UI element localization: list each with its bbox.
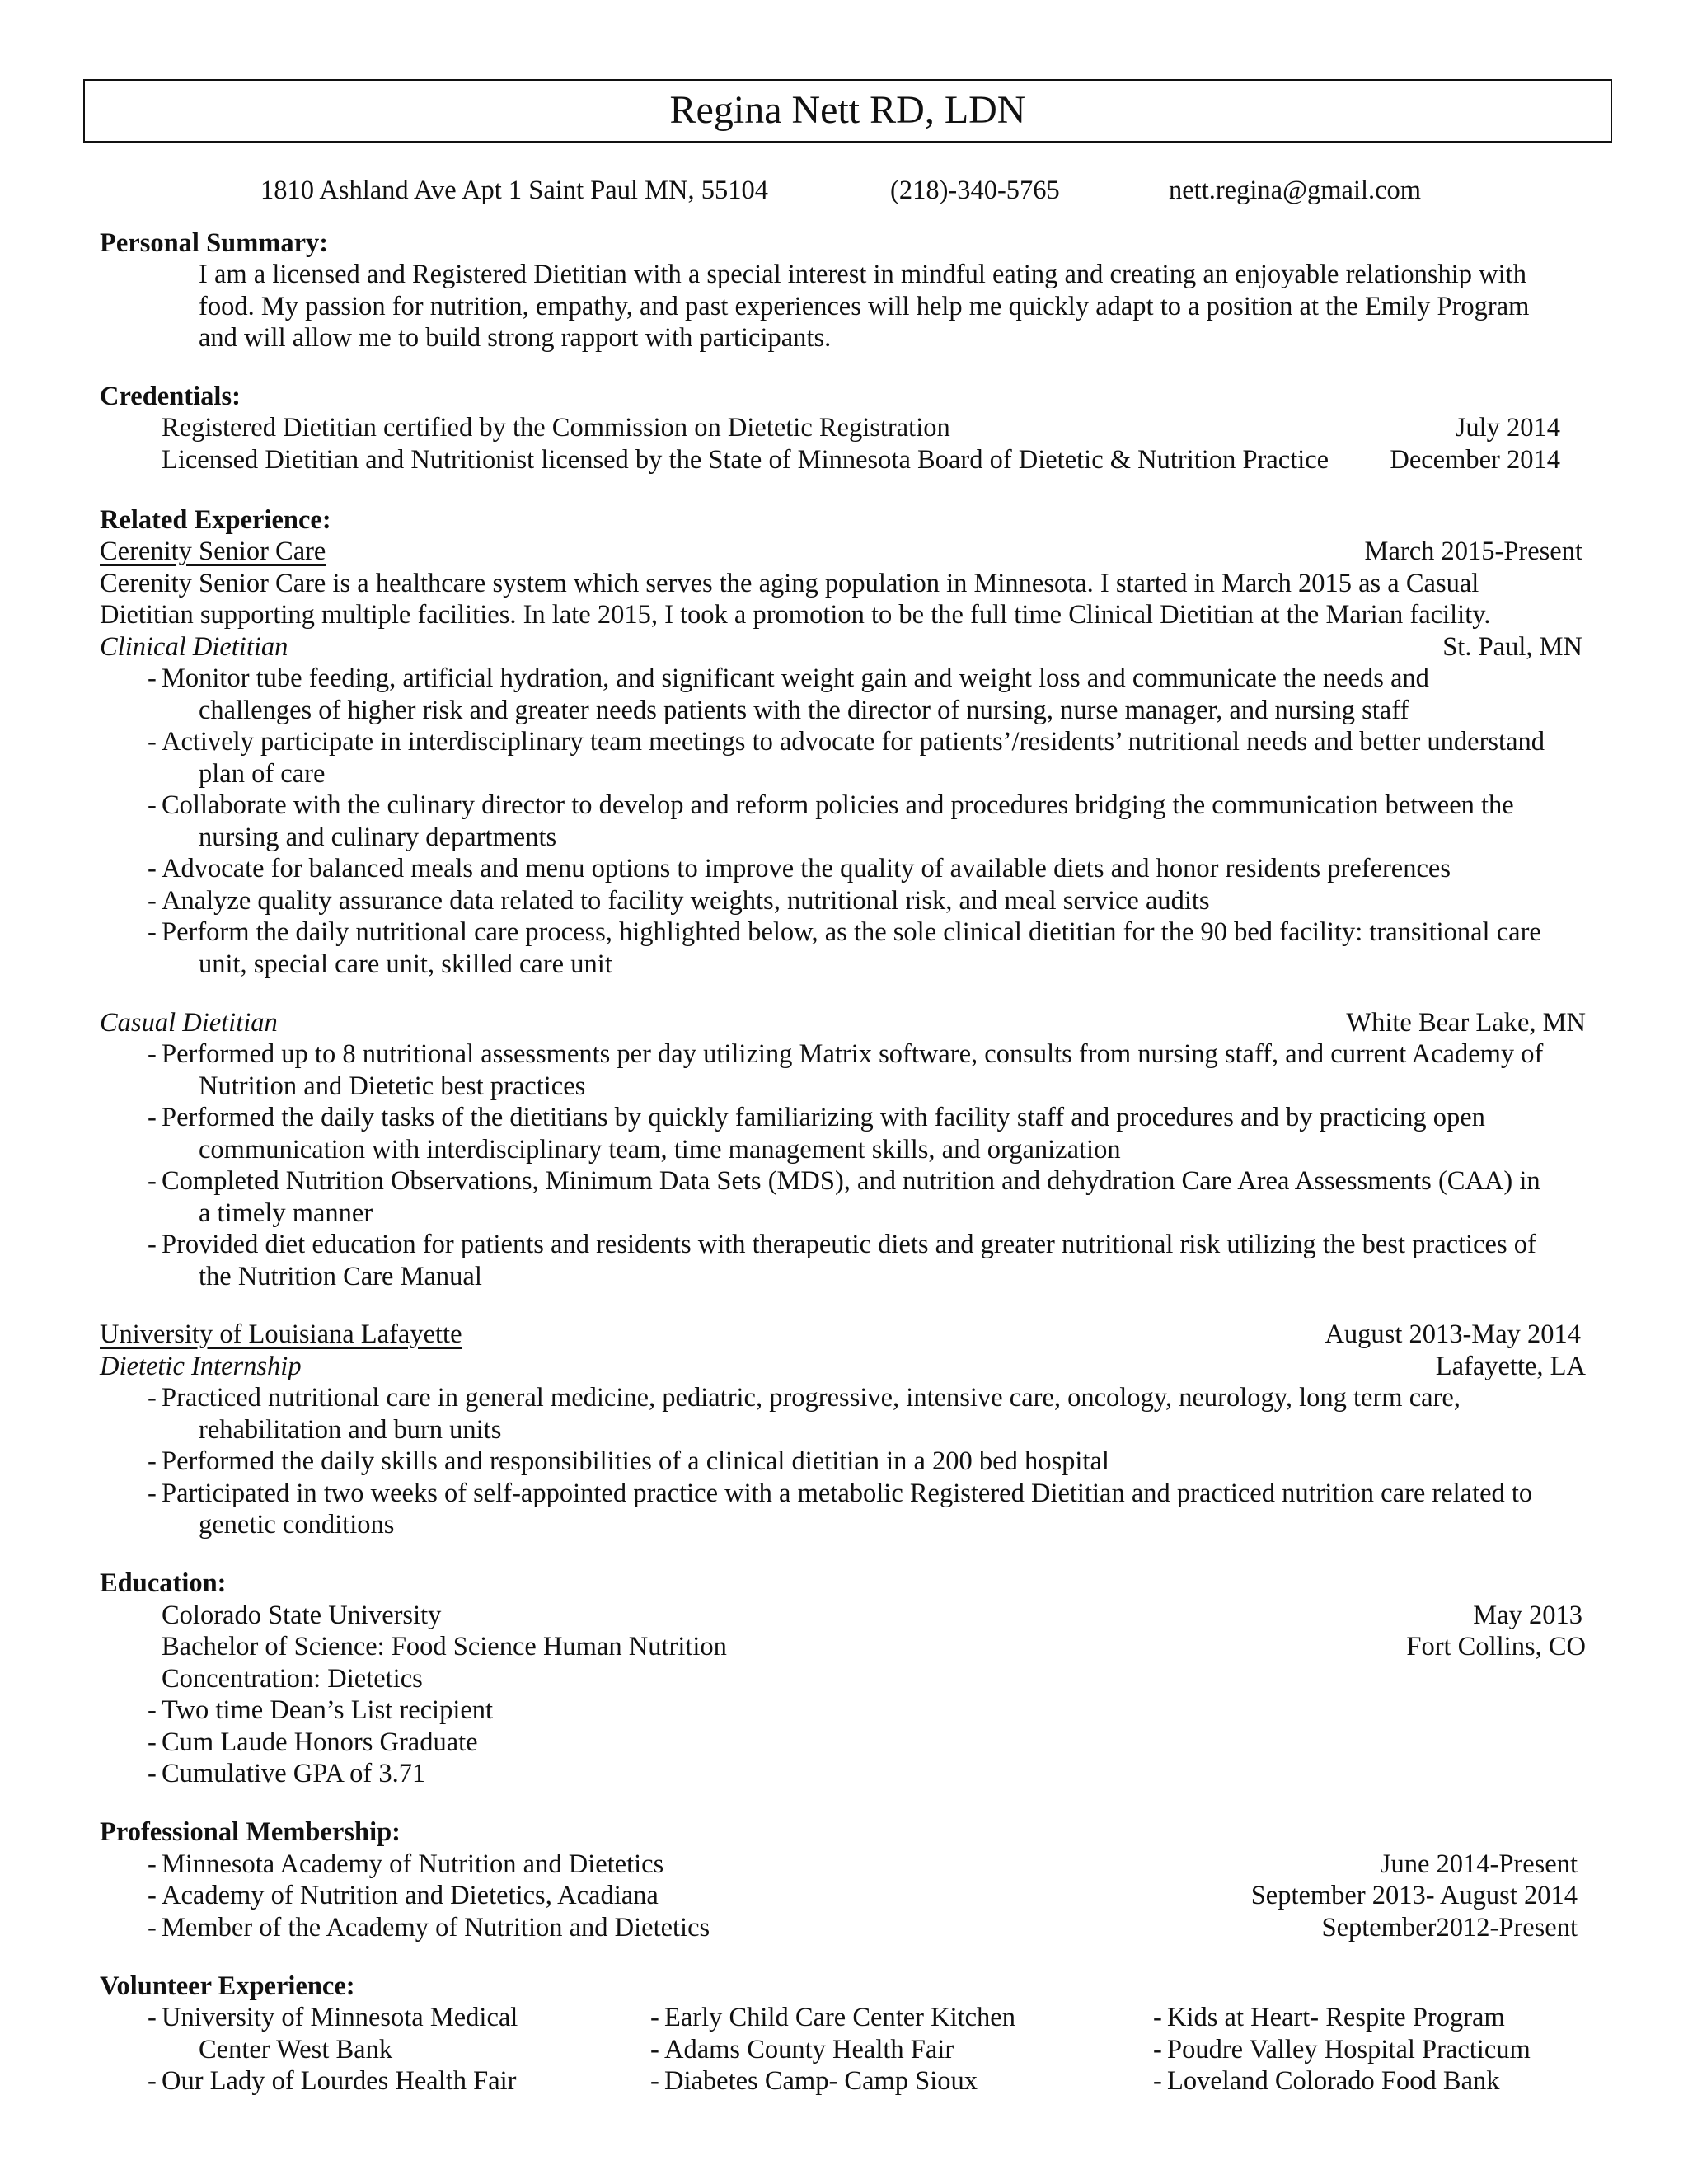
bullet-dash: - <box>650 2035 659 2064</box>
bullet-text: communication with interdisciplinary team, time management skills, and organization <box>199 1135 1121 1165</box>
candidate-name: Regina Nett RD, LDN <box>669 88 1026 133</box>
bullet-dash: - <box>148 1849 157 1879</box>
bullet-text: Performed the daily tasks of the dietitians by quickly familiarizing with facility staff and procedures and by practicing open <box>162 1103 1485 1132</box>
school-location: Fort Collins, CO <box>1406 1632 1586 1661</box>
bullet-text: a timely manner <box>199 1198 373 1228</box>
bullet-text: Completed Nutrition Observations, Minimum Data Sets (MDS), and nutrition and dehydration Care Area Assessments (CAA) in <box>162 1166 1540 1196</box>
name-header <box>83 79 1612 143</box>
experience-heading: Related Experience: <box>100 505 331 535</box>
bullet-dash: - <box>148 1913 157 1943</box>
volunteer-heading: Volunteer Experience: <box>100 1971 355 2001</box>
bullet-dash: - <box>148 727 157 757</box>
degree: Bachelor of Science: Food Science Human Nutrition <box>162 1632 727 1661</box>
volunteer-item: Our Lady of Lourdes Health Fair <box>162 2066 517 2096</box>
employer-name: Cerenity Senior Care <box>100 537 326 566</box>
volunteer-item: Kids at Heart- Respite Program <box>1167 2003 1505 2032</box>
employment-dates: March 2015-Present <box>1364 537 1582 566</box>
membership-date: June 2014-Present <box>1380 1849 1578 1879</box>
summary-line: I am a licensed and Registered Dietitian with a special interest in mindful eating and creating an enjoyable relationship with <box>199 260 1526 289</box>
bullet-dash: - <box>148 1446 157 1476</box>
job-role: Dietetic Internship <box>100 1352 302 1381</box>
bullet-text: Participated in two weeks of self-appointed practice with a metabolic Registered Dietitian and practiced nutrition care related to <box>162 1479 1533 1508</box>
concentration: Concentration: Dietetics <box>162 1664 423 1694</box>
employer-name: University of Louisiana Lafayette <box>100 1319 462 1349</box>
bullet-dash: - <box>1153 2003 1162 2032</box>
employment-dates: August 2013-May 2014 <box>1325 1319 1581 1349</box>
bullet-text: nursing and culinary departments <box>199 823 557 852</box>
education-heading: Education: <box>100 1568 227 1598</box>
bullet-dash: - <box>148 790 157 820</box>
contact-email: nett.regina@gmail.com <box>1169 176 1422 205</box>
bullet-dash: - <box>148 1103 157 1132</box>
bullet-dash: - <box>148 1039 157 1069</box>
credential-text: Licensed Dietitian and Nutritionist licensed by the State of Minnesota Board of Dietetic & Nutrition Practice <box>162 445 1329 475</box>
bullet-text: Provided diet education for patients and residents with therapeutic diets and greater nutritional risk utilizing the best practices of <box>162 1230 1536 1259</box>
graduation-date: May 2013 <box>1473 1601 1582 1630</box>
bullet-dash: - <box>650 2003 659 2032</box>
bullet-text: Collaborate with the culinary director to develop and reform policies and procedures bridging the communication between the <box>162 790 1514 820</box>
bullet-text: Two time Dean’s List recipient <box>162 1695 494 1725</box>
employer-description: Dietitian supporting multiple facilities. In late 2015, I took a promotion to be the full time Clinical Dietitian at the Marian facility. <box>100 600 1491 630</box>
bullet-text: Actively participate in interdisciplinary team meetings to advocate for patients’/residents’ nutritional needs and better understand <box>162 727 1545 757</box>
membership-name: Minnesota Academy of Nutrition and Dietetics <box>162 1849 664 1879</box>
bullet-dash: - <box>1153 2035 1162 2064</box>
job-location: Lafayette, LA <box>1435 1352 1586 1381</box>
bullet-text: Cumulative GPA of 3.71 <box>162 1759 426 1788</box>
school-name: Colorado State University <box>162 1601 442 1630</box>
bullet-dash: - <box>148 1695 157 1725</box>
bullet-text: Cum Laude Honors Graduate <box>162 1727 478 1757</box>
bullet-dash: - <box>148 663 157 693</box>
volunteer-item: Adams County Health Fair <box>664 2035 954 2064</box>
summary-heading: Personal Summary: <box>100 228 329 258</box>
membership-date: September 2013- August 2014 <box>1250 1881 1578 1910</box>
bullet-dash: - <box>148 1383 157 1413</box>
bullet-dash: - <box>1153 2066 1162 2096</box>
bullet-text: genetic conditions <box>199 1510 395 1540</box>
bullet-dash: - <box>148 1759 157 1788</box>
employer-description: Cerenity Senior Care is a healthcare system which serves the aging population in Minnesota. I started in March 2015 as a Casual <box>100 569 1479 598</box>
credential-text: Registered Dietitian certified by the Commission on Dietetic Registration <box>162 413 950 443</box>
bullet-text: Perform the daily nutritional care process, highlighted below, as the sole clinical dietitian for the 90 bed facility: transitional care <box>162 917 1541 947</box>
credential-date: December 2014 <box>1390 445 1560 475</box>
volunteer-item: University of Minnesota Medical <box>162 2003 518 2032</box>
volunteer-item: Early Child Care Center Kitchen <box>664 2003 1015 2032</box>
bullet-text: Performed up to 8 nutritional assessments per day utilizing Matrix software, consults from nursing staff, and current Academy of <box>162 1039 1544 1069</box>
bullet-dash: - <box>148 2003 157 2032</box>
bullet-dash: - <box>148 1166 157 1196</box>
bullet-text: Monitor tube feeding, artificial hydration, and significant weight gain and weight loss and communicate the needs and <box>162 663 1429 693</box>
bullet-dash: - <box>650 2066 659 2096</box>
membership-date: September2012-Present <box>1321 1913 1578 1943</box>
bullet-text: Performed the daily skills and responsibilities of a clinical dietitian in a 200 bed hospital <box>162 1446 1109 1476</box>
volunteer-item: Diabetes Camp- Camp Sioux <box>664 2066 978 2096</box>
bullet-dash: - <box>148 1479 157 1508</box>
volunteer-item: Center West Bank <box>199 2035 393 2064</box>
contact-phone: (218)-340-5765 <box>890 176 1060 205</box>
bullet-dash: - <box>148 2066 157 2096</box>
bullet-text: rehabilitation and burn units <box>199 1415 502 1445</box>
membership-heading: Professional Membership: <box>100 1817 401 1847</box>
volunteer-item: Loveland Colorado Food Bank <box>1167 2066 1500 2096</box>
bullet-text: Advocate for balanced meals and menu options to improve the quality of available diets and honor residents preferences <box>162 854 1451 883</box>
bullet-text: the Nutrition Care Manual <box>199 1262 482 1291</box>
bullet-dash: - <box>148 886 157 916</box>
bullet-dash: - <box>148 1230 157 1259</box>
bullet-text: Nutrition and Dietetic best practices <box>199 1071 586 1101</box>
bullet-text: unit, special care unit, skilled care unit <box>199 949 612 979</box>
volunteer-item: Poudre Valley Hospital Practicum <box>1167 2035 1531 2064</box>
bullet-dash: - <box>148 1881 157 1910</box>
bullet-text: challenges of higher risk and greater needs patients with the director of nursing, nurse manager, and nursing staff <box>199 696 1409 725</box>
job-location: White Bear Lake, MN <box>1346 1008 1586 1038</box>
summary-line: food. My passion for nutrition, empathy, and past experiences will help me quickly adapt to a position at the Emily Program <box>199 292 1530 321</box>
membership-name: Academy of Nutrition and Dietetics, Acadiana <box>162 1881 659 1910</box>
credential-date: July 2014 <box>1455 413 1560 443</box>
bullet-text: Analyze quality assurance data related to facility weights, nutritional risk, and meal service audits <box>162 886 1210 916</box>
job-role: Clinical Dietitian <box>100 632 288 662</box>
bullet-dash: - <box>148 917 157 947</box>
job-role: Casual Dietitian <box>100 1008 278 1038</box>
summary-line: and will allow me to build strong rapport with participants. <box>199 323 832 353</box>
bullet-text: plan of care <box>199 759 326 789</box>
bullet-dash: - <box>148 1727 157 1757</box>
bullet-dash: - <box>148 854 157 883</box>
credentials-heading: Credentials: <box>100 382 241 411</box>
bullet-text: Practiced nutritional care in general medicine, pediatric, progressive, intensive care, oncology, neurology, long term care, <box>162 1383 1461 1413</box>
job-location: St. Paul, MN <box>1442 632 1582 662</box>
membership-name: Member of the Academy of Nutrition and Dietetics <box>162 1913 710 1943</box>
contact-address: 1810 Ashland Ave Apt 1 Saint Paul MN, 55104 <box>260 176 769 205</box>
